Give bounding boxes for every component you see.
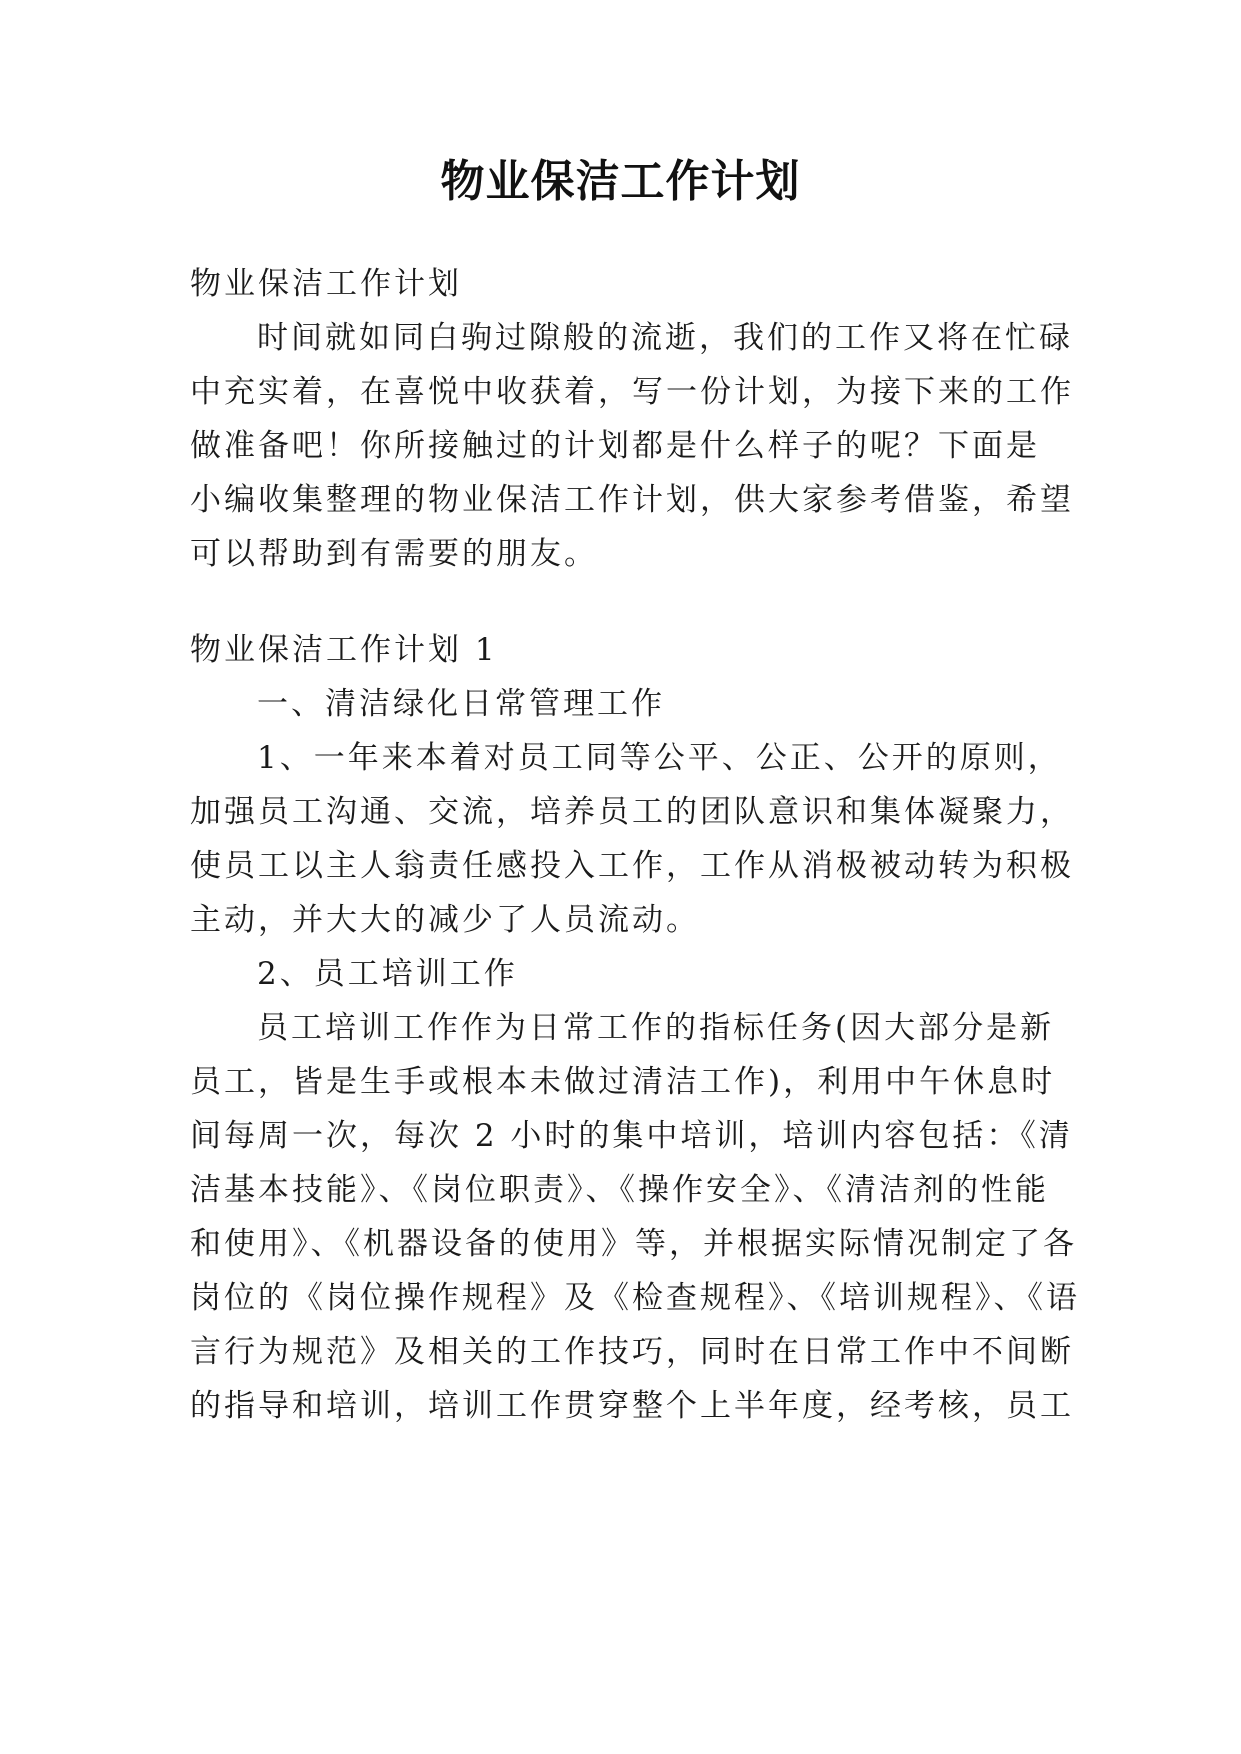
item-2-heading: 2、员工培训工作 [257,956,518,992]
training-line-3: 间每周一次，每次 2 小时的集中培训，培训内容包括：《清 [190,1118,1073,1154]
training-line-8: 的指导和培训，培训工作贯穿整个上半年度，经考核，员工 [190,1388,1074,1424]
subsection-heading-1: 一、清洁绿化日常管理工作 [257,686,665,722]
training-line-1: 员工培训工作作为日常工作的指标任务(因大部分是新 [257,1010,1055,1046]
training-line-4: 洁基本技能》、《岗位职责》、《操作安全》、《清洁剂的性能 [190,1172,1049,1208]
item-1-line-3: 使员工以主人翁责任感投入工作，工作从消极被动转为积极 [190,848,1074,884]
page-title: 物业保洁工作计划 [440,156,801,207]
section-heading: 物业保洁工作计划 1 [190,632,498,668]
training-line-6: 岗位的《岗位操作规程》及《检查规程》、《培训规程》、《语 [190,1280,1080,1316]
training-line-2: 员工，皆是生手或根本未做过清洁工作)，利用中午休息时 [190,1064,1056,1100]
intro-line-3: 做准备吧！你所接触过的计划都是什么样子的呢？下面是 [190,428,1040,464]
item-1-line-2: 加强员工沟通、交流，培养员工的团队意识和集体凝聚力， [190,794,1074,830]
intro-line-2: 中充实着，在喜悦中收获着，写一份计划，为接下来的工作 [190,374,1074,410]
subtitle-line: 物业保洁工作计划 [190,266,462,302]
item-1-line-1: 1、一年来本着对员工同等公平、公正、公开的原则， [257,740,1062,776]
intro-line-5: 可以帮助到有需要的朋友。 [190,536,598,572]
intro-line-4: 小编收集整理的物业保洁工作计划，供大家参考借鉴，希望 [190,482,1074,518]
intro-line-1: 时间就如同白驹过隙般的流逝，我们的工作又将在忙碌 [257,320,1073,356]
training-line-7: 言行为规范》及相关的工作技巧，同时在日常工作中不间断 [190,1334,1074,1370]
item-1-line-4: 主动，并大大的减少了人员流动。 [190,902,700,938]
training-line-5: 和使用》、《机器设备的使用》等，并根据实际情况制定了各 [190,1226,1077,1262]
